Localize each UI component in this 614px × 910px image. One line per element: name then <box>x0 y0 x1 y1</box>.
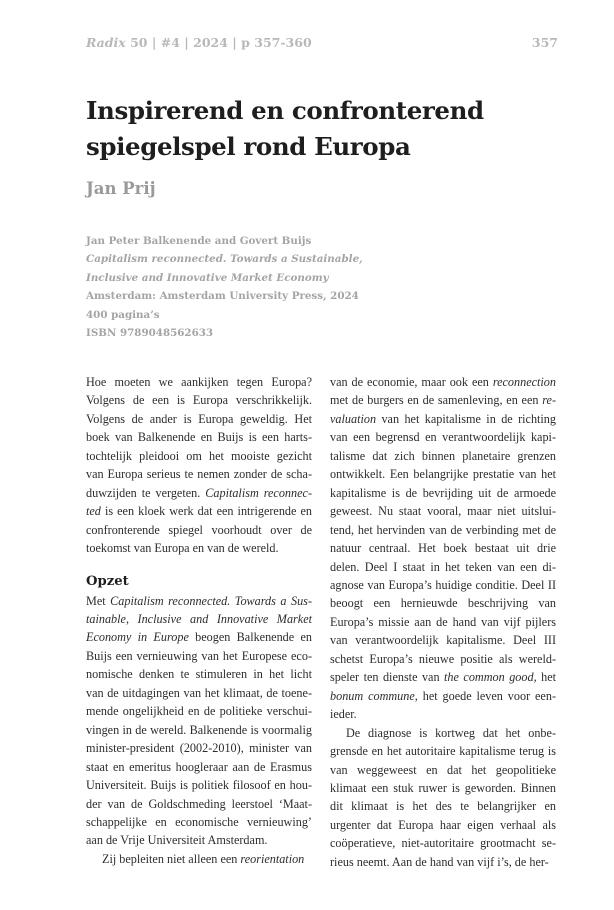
title-line-2: spiegelspel rond Europa <box>86 132 411 161</box>
book-details <box>86 232 386 342</box>
running-header <box>86 35 558 50</box>
section-heading-opzet: Opzet <box>86 573 129 589</box>
book-pages: 400 pagina’s <box>86 308 160 321</box>
book-authors: Jan Peter Balkenende and Govert Buijs <box>86 235 312 247</box>
intro-paragraph: Hoe moeten we aankijken tegen Europa? Volgens de een is Europa verschrikkelijk. Volgens de ander is Europa geweldig. Het boek van Balkenende en Buijs is een hartstochtelijk pleidooi om het mooiste gezicht van Europa serieus te nemen zonder de schaduwzijden te vergeten. Capitalism reconnected is een kloek werk dat een intrigerende en confronterende spiegel voorhoudt over de toekomst van Europa en van de wereld. <box>86 375 312 556</box>
issue-info: 50 | #4 | 2024 | p 357-360 <box>130 35 312 50</box>
page-number: 357 <box>531 35 558 50</box>
diagnose-paragraph: De diagnose is kortweg dat het onbegrensde en het autoritaire kapitalisme terug is van weggeweest en dat het geopolitieke klimaat een stuk ruwer is geworden. Binnen dit klimaat is het des te belangrijker en urgenter dat Europa haar eigen verhaal als coöperatieve, niet-autoritaire grootmacht serieus neemt. Aan de hand van vijf i’s, de her- <box>330 725 556 869</box>
book-isbn: ISBN 9789048562633 <box>86 327 214 340</box>
article-title <box>86 93 566 165</box>
title-line-1: Inspirerend en confronterend <box>86 96 484 125</box>
bepleiten-paragraph-continued: van de economie, maar ook een reconnection met de burgers en de samenleving, en een revaluation van het kapitalisme in de richting van een begrensd en verantwoordelijk kapitalisme dat zich binnen planetaire grenzen ontwikkelt. Een belangrijke prestatie van het kapitalisme is de bevrijding uit de armoede geweest. Nu staat vooral, maar niet uitsluitend, het hervinden van de verbinding met de natuur centraal. Het boek bestaat uit drie delen. Deel I staat in het teken van een diagnose van Europa’s huidige conditie. Deel II beoogt een hernieuwde beschrijving van Europa’s missie aan de hand van vijf pijlers van verantwoordelijk kapitalisme. Deel III schetst Europa’s nieuwe positie als wereldspeler ten dienste van the common good, het bonum commune, het goede leven voor eenieder. <box>330 375 556 722</box>
article-author: Jan Prij <box>86 179 156 198</box>
journal-citation <box>86 35 312 50</box>
book-title-line-2: Inclusive and Innovative Market Economy <box>86 271 329 284</box>
body-column-right <box>330 373 556 871</box>
journal-name: Radix <box>86 35 126 50</box>
body-column-left <box>86 373 312 868</box>
book-title-line-1: Capitalism reconnected. Towards a Sustainable, <box>86 253 363 266</box>
bepleiten-paragraph-start: Zij bepleiten niet alleen een reorientation <box>102 851 305 866</box>
book-publisher: Amsterdam: Amsterdam University Press, 2024 <box>86 290 359 303</box>
opzet-paragraph: Met Capitalism reconnected. Towards a Sustainable, Inclusive and Innovative Market Economy in Europe beogen Balkenende en Buijs een vernieuwing van het Europese economische denken te stimuleren in het licht van de uitdagingen van het klimaat, de toenemende ongelijkheid en de politieke verschuivingen in de wereld. Balkenende is voormalig minister-president (2002-2010), minister van staat en emeritus hoogleraar aan de Erasmus Universiteit. Buijs is politiek filosoof en houder van de Goldschmeding leerstoel ‘Maatschappelijke en economische vernieuwing’ aan de Vrije Universiteit Amsterdam. <box>86 593 312 848</box>
